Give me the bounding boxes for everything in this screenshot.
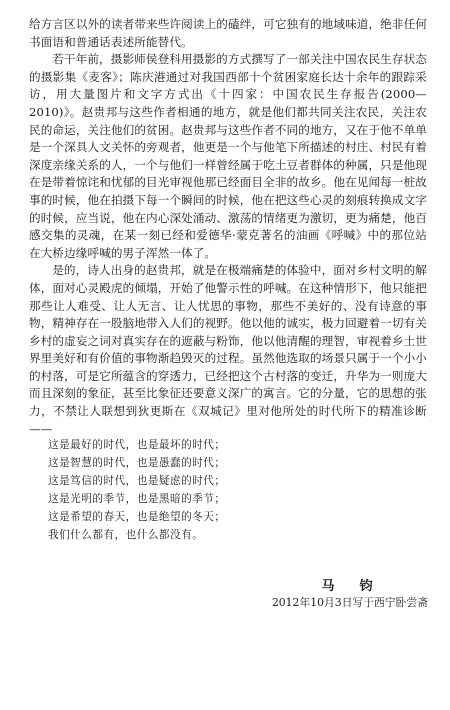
poem-quote: [48, 436, 308, 544]
paragraph: 若干年前，摄影师侯登科用摄影的方式撰写了一部关注中国农民生存状态的摄影集《麦客》；陈庆港通过对我国西部十个贫困家庭长达十余年的跟踪采访，用大量图片和文字方式出《十四家：中国农民生存报告(2000—2010)》。赵贵邦与这些作者相通的地方，就是他们都共同关注农民，关注农民的命运，关注他们的贫困。赵贵邦与这些作者不同的地方，又在于他不单单是一个深具人文关怀的旁观者，他更是一个与他笔下所描述的村庄、村民有着深度亲缘关系的人，一个与他们一样曾经属于吃土豆者群体的种属，只是他现在是带着惊诧和忧郁的目光审视他那已经面目全非的故乡。他在见闻每一桩故事的时候，他在拍摄下每一个瞬间的时候，他在把这些心灵的刻痕转换成文字的时候，应当说，他在内心深处涌动、激荡的情绪更为激切，更为痛楚，他百感交集的灵魂，在某一刻已经和爱德华·蒙克著名的油画《呼喊》中的那位站在大桥边缘呼喊的男子浑然一体了。: [29, 52, 427, 260]
poem-line: 这是笃信的时代，也是疑虑的时代；: [48, 475, 226, 487]
poem-line: 这是智慧的时代，也是愚蠢的时代；: [48, 457, 226, 469]
author-signature: 马 钧: [321, 579, 379, 594]
paragraph: 给方言区以外的读者带来些许阅读上的磕绊，可它独有的地域味道，绝非任何书面语和普通话表述所能替代。: [29, 17, 427, 49]
poem-line: 这是希望的春天，也是绝望的冬天；: [48, 511, 226, 523]
paragraph: 是的，诗人出身的赵贵邦，就是在极端痛楚的体验中，面对乡村文明的解体，面对心灵殿虎的倾塌，开始了他警示性的呼喊。在这种情形下，他只能把那些让人难受、让人无言、让人忧思的事物，那些不美好的、没有诗意的事物，精神存在一股脑地带入人们的视野。他以他的诚实，极力回避着一切有关乡村的虚妄之词对真实存在的遮蔽与粉饰，他以他清醒的理智，审视着乡土世界里美好和有价值的事物渐趋毁灭的过程。虽然他选取的场景只属于一个小小的村落，可是它所蕴含的穿透力，已经把这个古村落的变迁，升华为一则庞大而且深刻的象征，甚至比象征还要意义深广的寓言。它的分量，它的思想的张力，不禁让人联想到狄更斯在《双城记》里对他所处的时代所下的精准诊断——: [29, 263, 427, 436]
poem-line: 我们什么都有，也什么都没有。: [48, 529, 204, 541]
body-text: [29, 16, 427, 438]
poem-line: 这是光明的季节，也是黑暗的季节；: [48, 493, 226, 505]
poem-line: 这是最好的时代，也是最坏的时代；: [48, 439, 226, 451]
date-place: 2012年10月3日写于西宁卧尝斋: [271, 596, 428, 609]
